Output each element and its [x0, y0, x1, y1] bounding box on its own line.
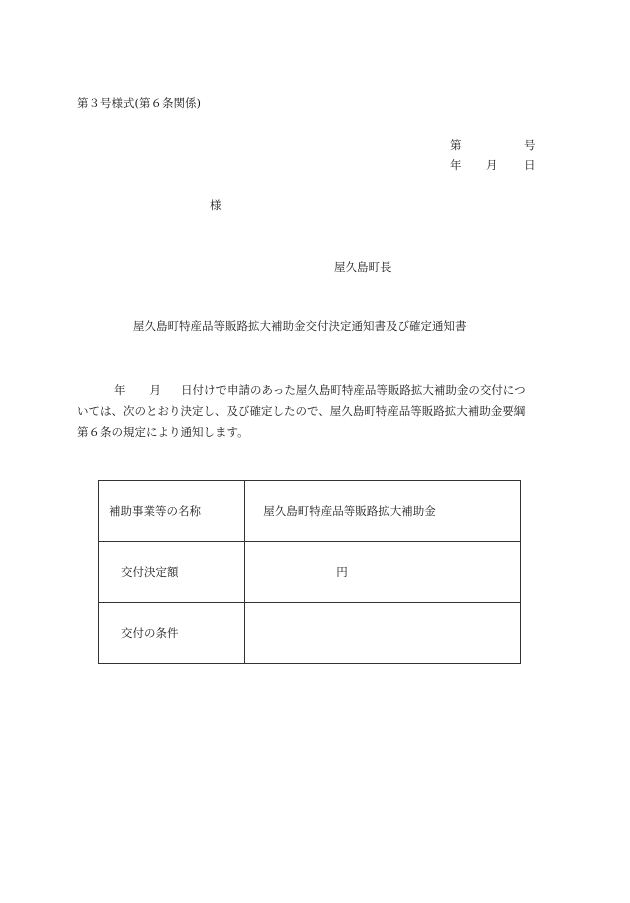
label-project-name: 補助事業等の名称: [109, 504, 201, 518]
body-paragraph: [77, 380, 526, 443]
table-value-cell: [245, 481, 521, 542]
subsidy-info-table: [98, 480, 521, 664]
value-grant-conditions: [245, 626, 263, 640]
date-year: 年: [450, 158, 462, 172]
body-line-1-text: 日付けで申請のあった屋久島町特産品等販路拡大補助金の交付につ: [181, 383, 526, 397]
date-day: 日: [524, 158, 536, 172]
table-row: [99, 542, 521, 603]
date-month: 月: [486, 158, 498, 172]
table-label-cell: [99, 542, 245, 603]
body-month: 月: [149, 383, 161, 397]
document-title: 屋久島町特産品等販路拡大補助金交付決定通知書及び確定通知書: [133, 319, 467, 333]
table-value-cell: [245, 603, 521, 664]
doc-number-prefix: 第: [450, 138, 462, 152]
body-year: 年: [114, 383, 126, 397]
table-label-cell: [99, 481, 245, 542]
body-line-3: 第６条の規定により通知します。: [77, 425, 249, 439]
form-number: 第３号様式(第６条関係): [77, 96, 201, 110]
value-project-name: 屋久島町特産品等販路拡大補助金: [263, 504, 436, 518]
addressee-honorific: 様: [210, 198, 222, 212]
doc-number-suffix: 号: [524, 138, 536, 152]
value-grant-amount: 円: [336, 565, 348, 579]
table-value-cell: [245, 542, 521, 603]
table-row: [99, 603, 521, 664]
body-line-2: いては、次のとおり決定し、及び確定したので、屋久島町特産品等販路拡大補助金要綱: [77, 404, 526, 418]
body-line-1: [77, 380, 526, 401]
sender-name: 屋久島町長: [334, 260, 392, 274]
label-grant-amount: 交付決定額: [121, 565, 179, 579]
table-row: [99, 481, 521, 542]
table-label-cell: [99, 603, 245, 664]
label-grant-conditions: 交付の条件: [121, 626, 179, 640]
